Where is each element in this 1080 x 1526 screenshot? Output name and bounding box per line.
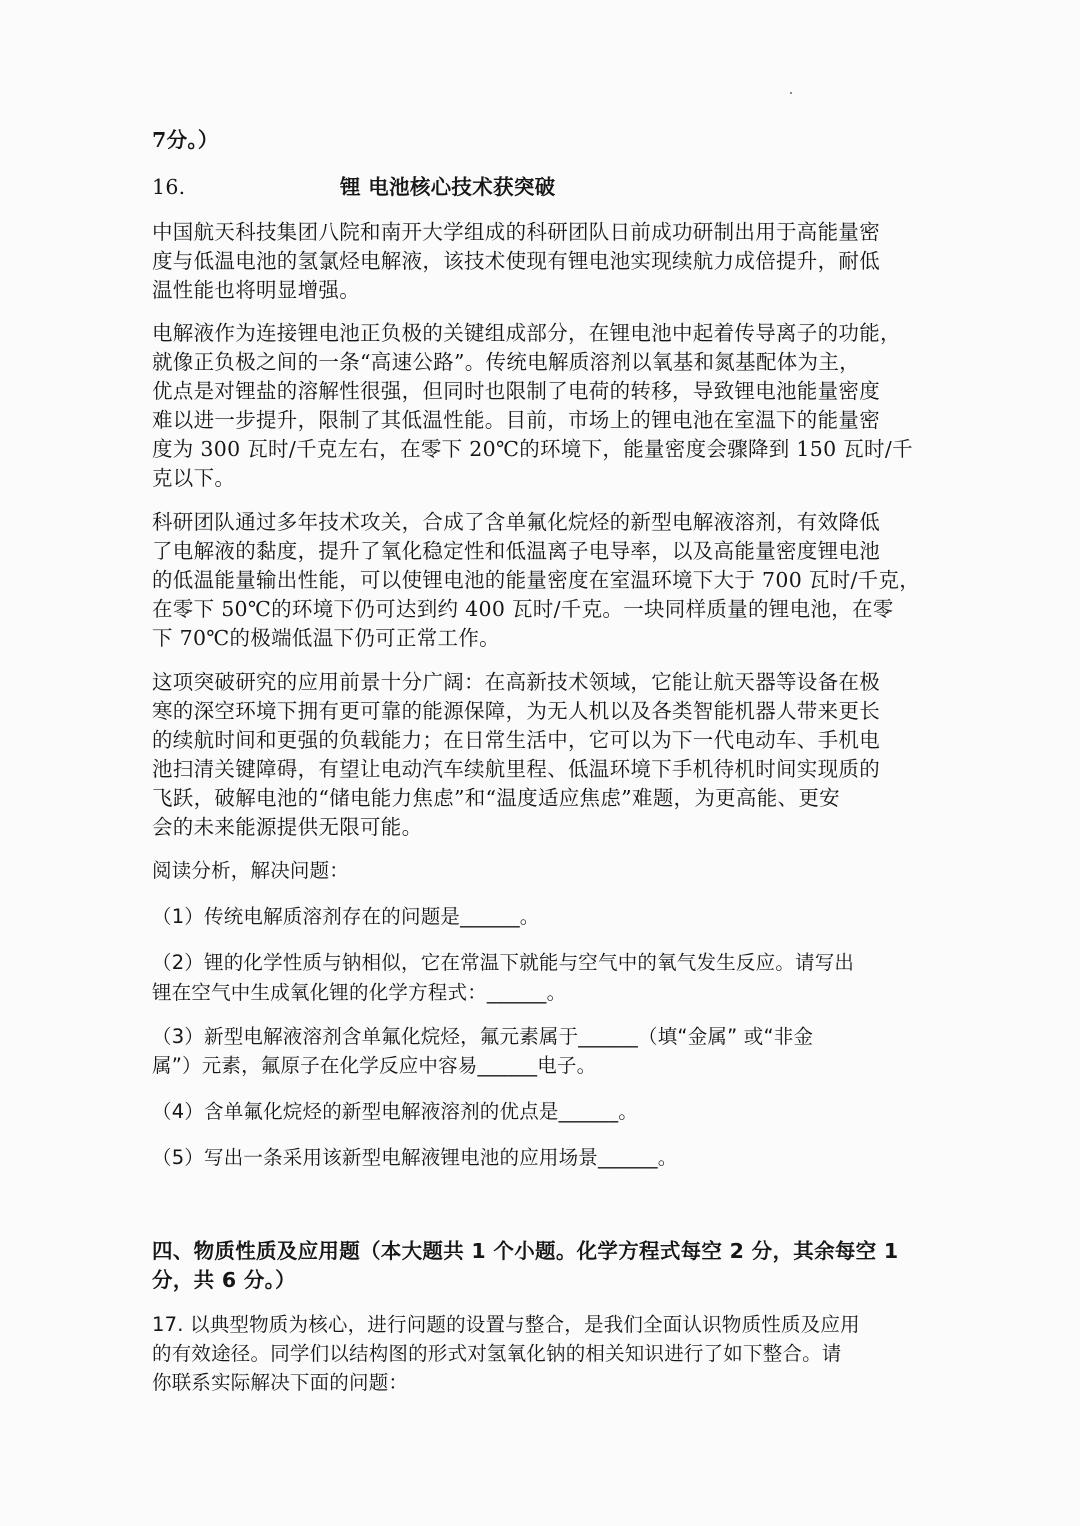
para4-line-2: 寒的深空环境下拥有更可靠的能源保障，为无人机以及各类智能机器人带来更长 [152, 699, 880, 723]
question-3-line-2: 属”）元素，氟原子在化学反应中容易______电子。 [152, 1054, 597, 1077]
question-2-line-2: 锂在空气中生成氧化锂的化学方程式：______。 [152, 981, 567, 1004]
article-title: 锂 电池核心技术获突破 [340, 175, 556, 199]
para2-line-6: 克以下。 [152, 466, 236, 490]
para2-line-3: 优点是对锂盐的溶解性很强，但同时也限制了电荷的转移，导致锂电池能量密度 [152, 379, 880, 403]
para1-line-1: 中国航天科技集团八院和南开大学组成的科研团队日前成功研制出用于高能量密 [152, 220, 880, 244]
scan-speck [790, 92, 792, 94]
para4-line-4: 池扫清关键障碍，有望让电动汽车续航里程、低温环境下手机待机时间实现质的 [152, 757, 880, 781]
questions-intro: 阅读分析，解决问题： [152, 859, 350, 882]
question-17-line-3: 你联系实际解决下面的问题： [152, 1371, 409, 1394]
para2-line-4: 难以进一步提升，限制了其低温性能。目前，市场上的锂电池在室温下的能量密 [152, 408, 880, 432]
para3-line-3: 的低温能量输出性能，可以使锂电池的能量密度在室温环境下大于 700 瓦时/千克， [152, 568, 921, 592]
para3-line-4: 在零下 50℃的环境下仍可达到约 400 瓦时/千克。一块同样质量的锂电池，在零 [152, 597, 894, 621]
para4-line-6: 会的未来能源提供无限可能。 [152, 815, 423, 839]
question-3-line-1: （3）新型电解液溶剂含单氟化烷烃，氟元素属于______（填“金属” 或“非金 [152, 1025, 814, 1048]
para4-line-5: 飞跃，破解电池的“储电能力焦虑”和“温度适应焦虑”难题，为更高能、更安 [152, 786, 840, 810]
para2-line-1: 电解液作为连接锂电池正负极的关键组成部分，在锂电池中起着传导离子的功能， [152, 321, 901, 345]
para2-line-2: 就像正负极之间的一条“高速公路”。传统电解质溶剂以氧基和氮基配体为主， [152, 350, 860, 374]
question-17-line-1: 17. 以典型物质为核心，进行问题的设置与整合，是我们全面认识物质性质及应用 [152, 1313, 860, 1336]
para2-line-5: 度为 300 瓦时/千克左右，在零下 20℃的环境下，能量密度会骤降到 150 瓦时/千 [152, 437, 913, 461]
para3-line-2: 了电解液的黏度，提升了氧化稳定性和低温离子电导率，以及高能量密度锂电池 [152, 539, 880, 563]
question-1: （1）传统电解质溶剂存在的问题是______。 [152, 905, 540, 928]
para1-line-2: 度与低温电池的氢氯烃电解液，该技术使现有锂电池实现续航力成倍提升，耐低 [152, 249, 880, 273]
section4-title-line-2: 分，共 6 分。） [152, 1268, 296, 1292]
question-17-line-2: 的有效途径。同学们以结构图的形式对氢氧化钠的相关知识进行了如下整合。请 [152, 1342, 842, 1365]
para4-line-3: 的续航时间和更强的负载能力；在日常生活中，它可以为下一代电动车、手机电 [152, 728, 880, 752]
para1-line-3: 温性能也将明显增强。 [152, 278, 360, 302]
para4-line-1: 这项突破研究的应用前景十分广阔：在高新技术领域，它能让航天器等设备在极 [152, 670, 880, 694]
para3-line-1: 科研团队通过多年技术攻关，合成了含单氟化烷烃的新型电解液溶剂，有效降低 [152, 510, 880, 534]
question-number-16: 16. [152, 175, 186, 199]
previous-section-score: 7分。） [152, 128, 219, 152]
section4-title-line-1: 四、物质性质及应用题（本大题共 1 个小题。化学方程式每空 2 分，其余每空 1 [152, 1239, 899, 1263]
question-2-line-1: （2）锂的化学性质与钠相似，它在常温下就能与空气中的氧气发生反应。请写出 [152, 951, 855, 974]
para3-line-5: 下 70℃的极端低温下仍可正常工作。 [152, 626, 500, 650]
question-5: （5）写出一条采用该新型电解液锂电池的应用场景______。 [152, 1146, 678, 1169]
question-4: （4）含单氟化烷烃的新型电解液溶剂的优点是______。 [152, 1100, 639, 1123]
